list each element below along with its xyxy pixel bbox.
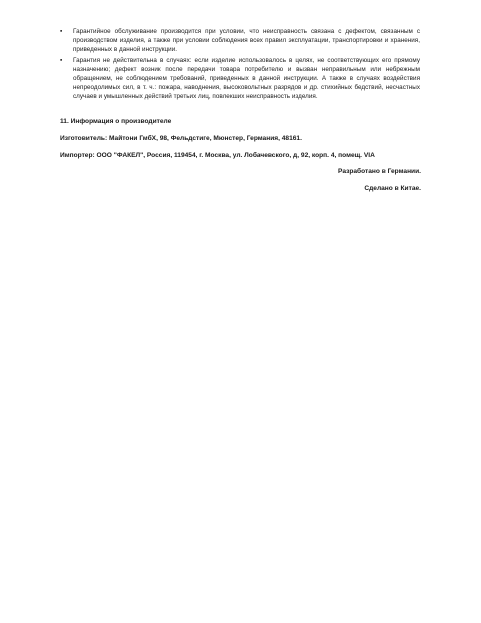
bullet-icon: ▪ bbox=[60, 56, 63, 64]
section-heading: 11. Информация о производителе bbox=[60, 118, 172, 125]
manufacturer-line: Изготовитель: Майтони ГмбХ, 98, Фельдстиге, Мюнстер, Германия, 48161. bbox=[60, 135, 302, 142]
list-item bbox=[60, 56, 420, 102]
warranty-service-text: Гарантийное обслуживание производится при условии, что неисправность связана с дефектом, связанным с производством изделия, а также при условии соблюдения всех правил эксплуатации, транспортировки и хранения, приведенных в данной инструкции. bbox=[73, 28, 420, 54]
warranty-exclusions-text: Гарантия не действительна в случаях: если изделие использовалось в целях, не соответствующих его прямому назначению; дефект возник после передачи товара потребителю и вызван неправильным или небрежным обращением, не соблюдением требований, приведенных в данной инструкции. А также в случаях воздействия непреодолимых сил, в т. ч.: пожара, наводнения, высоковольтных разрядов и др. стихийных бедствий, несчастных случаев и умышленных действий третьих лиц, повлекших неисправность изделия. bbox=[73, 56, 420, 101]
developed-in-line: Разработано в Германии. bbox=[338, 168, 421, 175]
warranty-conditions-list bbox=[60, 27, 420, 103]
importer-line: Импортер: ООО "ФАКЕЛ", Россия, 119454, г. Москва, ул. Лобачевского, д, 92, корп. 4, помещ. VIA bbox=[60, 152, 375, 159]
bullet-icon: ▪ bbox=[60, 28, 63, 35]
list-item bbox=[60, 27, 420, 55]
made-in-line: Сделано в Китае. bbox=[364, 185, 421, 192]
